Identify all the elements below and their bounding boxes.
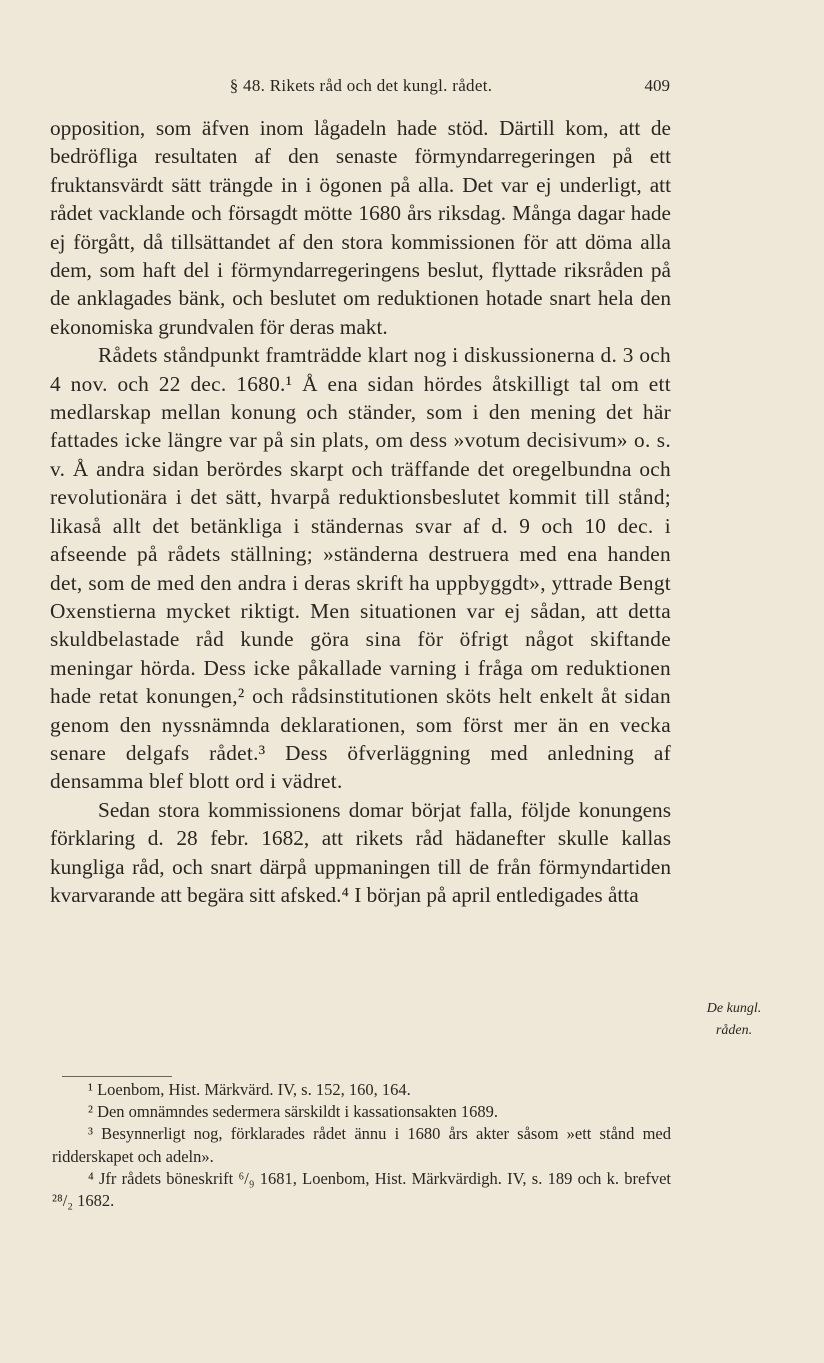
footnote-divider [62,1076,172,1077]
running-head [52,76,670,100]
footnotes [52,1076,671,1212]
paragraph: opposition, som äfven inom lågadeln hade stöd. Därtill kom, att de bedröfliga resultaten af den senaste förmyndarregeringen på ett fruktansvärdt sätt trängde in i ögonen på alla. Det var ej underligt, att rådet vacklande och försagdt mötte 1680 års riksdag. Många dagar hade ej förgått, då tillsättandet af den stora kommissionen för att döma alla dem, som haft del i förmyndarregeringens beslut, flyttade riksråden på de anklagades bänk, och beslutet om reduktionen hotade snart hela den ekonomiska grundvalen för deras makt. [50,116,671,339]
margin-note: De kungl. råden. [706,1001,762,1038]
page-number: 409 [644,76,670,95]
footnote: ¹ Loenbom, Hist. Märkvärd. IV, s. 152, 160, 164. [88,1080,411,1099]
body-text [50,114,671,909]
running-head-title: § 48. Rikets råd och det kungl. rådet. [229,76,493,95]
paragraph: Sedan stora kommissionens domar börjat falla, följde konungens förklaring d. 28 febr. 1682, att rikets råd hädanefter skulle kallas kungliga råd, och snart därpå uppmaningen till de från förmyndartiden kvarvarande att begära sitt afsked.⁴ I början på april entledigades åtta [50,797,671,907]
footnote: ³ Besynnerligt nog, förklarades rådet ännu i 1680 års akter såsom »ett stånd med ridderskapet och adeln». [52,1124,671,1166]
paragraph: Rådets ståndpunkt framträdde klart nog i diskussionerna d. 3 och 4 nov. och 22 dec. 1680.¹ Å ena sidan hördes åtskilligt tal om ett medlarskap mellan konung och ständer, som i den mening det här fattades icke längre var på sin plats, om dess »votum decisivum» o. s. v. Å andra sidan berördes skarpt och träffande det oregelbundna och revolutionära i det sätt, hvarpå reduktionsbeslutet kommit till stånd; likaså allt det betänkliga i ständernas svar af d. 9 och 10 dec. i afseende på rådets ställning; »ständerna destruera med ena handen det, som de med den andra i deras skrift ha uppbyggdt», yttrade Bengt Oxenstierna mycket riktigt. Men situationen var ej sådan, att detta skuldbelastade råd kunde göra sina för öfrigt något skiftande meningar hörda. Dess icke påkallade varning i fråga om reduktionen hade retat konungen,² och rådsinstitutionen sköts helt enkelt åt sidan genom den nyssnämnda deklarationen, som först mer än en vecka senare delgafs rådet.³ Dess öfverläggning med anledning af densamma blef blott ord i vädret. [50,343,671,794]
footnote: ⁴ Jfr rådets böneskrift ⁶/₉ 1681, Loenbom, Hist. Märkvärdigh. IV, s. 189 och k. brefvet ²⁸/₂ 1682. [52,1168,671,1211]
footnote: ² Den omnämndes sedermera särskildt i kassationsakten 1689. [88,1102,499,1122]
